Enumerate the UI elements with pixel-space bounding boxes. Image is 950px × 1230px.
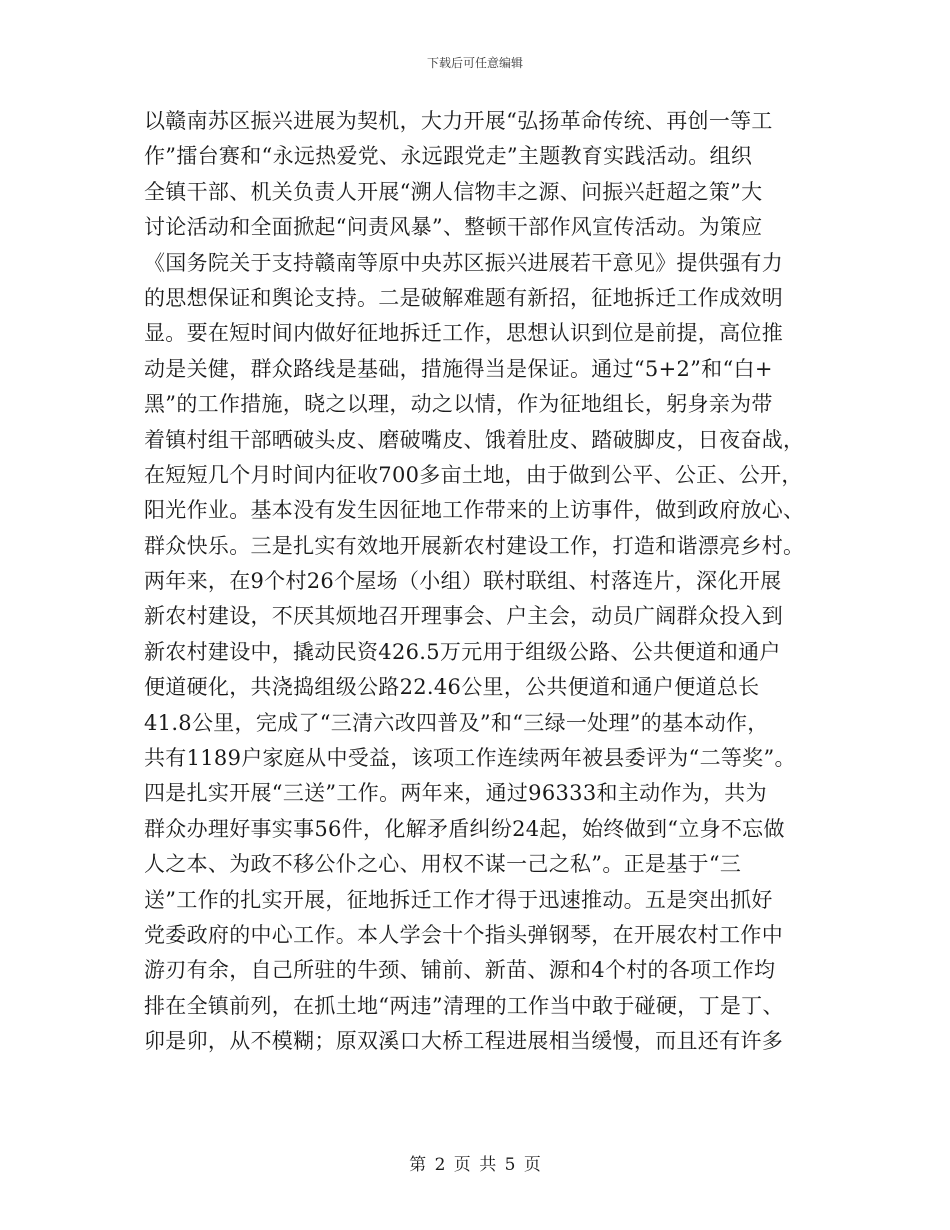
text-line: 游刃有余，自己所驻的牛颈、铺前、新苗、源和4个村的各项工作均 (144, 958, 776, 983)
text-line: 作”擂台赛和“永远热爱党、永远跟党走”主题教育实践活动。组织 (144, 144, 753, 169)
text-line: 41.8公里，完成了“三清六改四普及”和“三绿一处理”的基本动作， (144, 710, 769, 735)
page-header: 下载后可任意编辑 (426, 56, 523, 70)
text-line: 两年来，在9个村26个屋场（小组）联村联组、村落连片，深化开展 (144, 569, 782, 594)
text-line: 群众快乐。三是扎实有效地开展新农村建设工作，打造和谐漂亮乡村。 (144, 533, 805, 558)
text-line: 党委政府的中心工作。本人学会十个指头弹钢琴，在开展农村工作中 (144, 922, 783, 947)
text-line: 着镇村组干部晒破头皮、磨破嘴皮、饿着肚皮、踏破脚皮，日夜奋战， (144, 427, 805, 452)
text-line: 排在全镇前列，在抓土地“两违”清理的工作当中敢于碰硬，丁是丁、 (144, 993, 784, 1018)
text-line: 在短短几个月时间内征收700多亩土地，由于做到公平、公正、公开， (144, 462, 803, 487)
text-line: 阳光作业。基本没有发生因征地工作带来的上访事件，做到政府放心、 (144, 498, 805, 523)
text-line: 全镇干部、机关负责人开展“溯人信物丰之源、问振兴赶超之策”大 (144, 179, 763, 204)
text-line: 动是关健，群众路线是基础，措施得当是保证。通过“5+2”和“白+ (144, 356, 773, 381)
page-number-footer: 第 2 页 共 5 页 (409, 1155, 541, 1175)
text-line: 送”工作的扎实开展，征地拆迁工作才得于迅速推动。五是突出抓好 (144, 887, 773, 912)
text-line: 以赣南苏区振兴进展为契机，大力开展“弘扬革命传统、再创一等工 (144, 109, 773, 133)
text-line: 的思想保证和舆论支持。二是破解难题有新招，征地拆迁工作成效明 (144, 285, 783, 310)
text-line: 新农村建设中，撬动民资426.5万元用于组级公路、公共便道和通户 (144, 639, 781, 664)
document-body (144, 104, 824, 1060)
text-line: 四是扎实开展“三送”工作。两年来，通过96333和主动作为，共为 (144, 781, 767, 806)
text-line: 共有1189户家庭从中受益，该项工作连续两年被县委评为“二等奖”。 (144, 746, 796, 771)
text-line: 卯是卯，从不模糊；原双溪口大桥工程进展相当缓慢，而且还有许多 (144, 1029, 783, 1054)
text-line: 人之本、为政不移公仆之心、用权不谋一己之私”。正是基于“三 (144, 852, 742, 877)
text-line: 便道硬化，共浇捣组级公路22.46公里，公共便道和通户便道总长 (144, 675, 760, 700)
text-line: 群众办理好事实事56件，化解矛盾纠纷24起，始终做到“立身不忘做 (144, 816, 785, 841)
text-line: 讨论活动和全面掀起“问责风暴”、整顿干部作风宣传活动。为策应 (144, 215, 763, 240)
text-line: 新农村建设，不厌其烦地召开理事会、户主会，动员广阔群众投入到 (144, 604, 783, 629)
text-line: 显。要在短时间内做好征地拆迁工作，思想认识到位是前提，高位推 (144, 321, 783, 346)
text-line: 《国务院关于支持赣南等原中央苏区振兴进展若干意见》提供强有力 (144, 250, 783, 275)
text-line: 黑”的工作措施，晓之以理，动之以情，作为征地组长，躬身亲为带 (144, 392, 773, 417)
